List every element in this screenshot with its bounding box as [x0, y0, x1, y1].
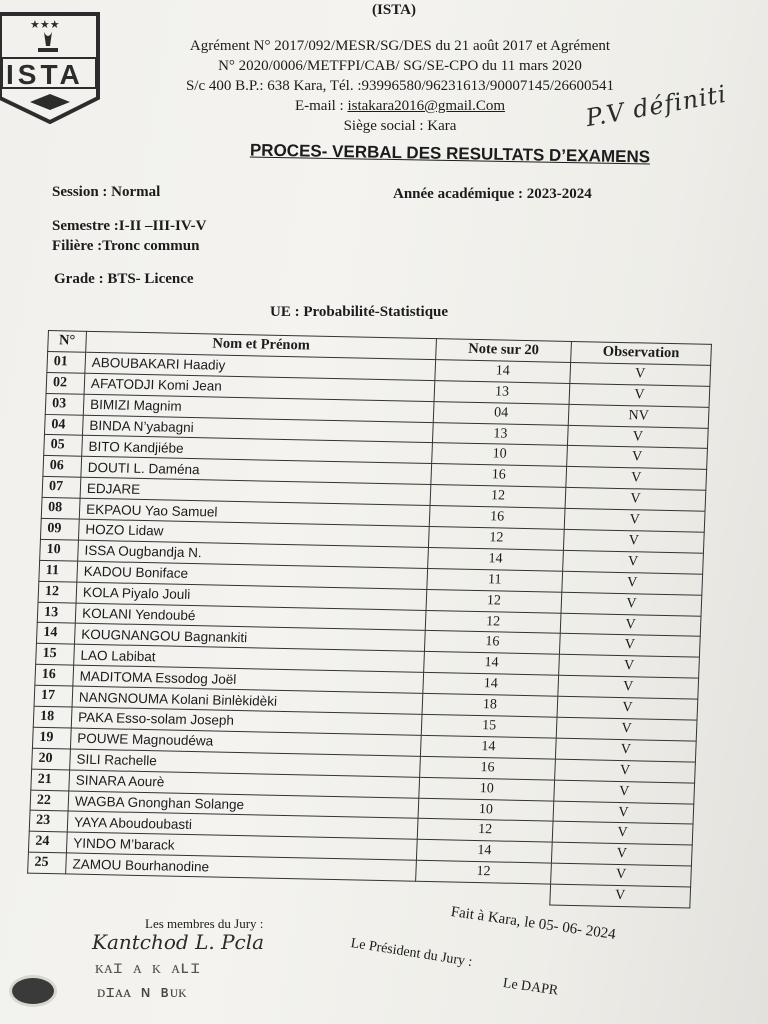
email-link[interactable]: istakara2016@gmail.Com — [347, 98, 506, 114]
student-observation: V — [563, 529, 704, 553]
student-observation: V — [554, 780, 695, 804]
student-note: 10 — [432, 443, 568, 467]
row-num: 09 — [40, 518, 79, 540]
place-date: Fait à Kara, le 05- 06- 2024 — [449, 904, 617, 943]
student-observation: V — [555, 738, 696, 762]
row-num: 01 — [47, 351, 86, 373]
row-num: 19 — [32, 727, 71, 749]
student-observation: V — [557, 696, 698, 720]
row-num: 24 — [28, 832, 67, 854]
student-note: 14 — [416, 840, 552, 864]
row-num: 12 — [38, 581, 77, 603]
student-note: 04 — [433, 401, 569, 425]
student-observation: NV — [568, 404, 709, 428]
row-num: 18 — [33, 706, 72, 728]
student-observation: V — [561, 592, 702, 616]
student-observation: V — [564, 508, 705, 532]
student-note: 13 — [434, 380, 570, 404]
student-observation: V — [552, 822, 693, 846]
student-note: 12 — [428, 527, 564, 551]
student-name: ZAMOU Bourhanodine — [66, 853, 417, 881]
row-num: 21 — [31, 769, 70, 791]
row-num: 10 — [40, 539, 79, 561]
filiere-label: Filière :Tronc commun — [52, 238, 200, 254]
row-num: 11 — [39, 560, 78, 582]
logo-text: ISTA — [6, 59, 84, 90]
student-name: LAO Labibat — [74, 644, 425, 672]
student-observation: V — [560, 613, 701, 637]
jury-signature-2: ᴋᴀɪ ᴀ ᴋ ᴀʟɪ — [95, 958, 201, 978]
row-num: 23 — [29, 811, 68, 833]
student-name: YAYA Aboudoubasti — [67, 811, 418, 839]
student-observation: V — [570, 362, 711, 386]
student-observation: V — [555, 759, 696, 783]
row-num: 08 — [41, 498, 80, 520]
student-name: YINDO M’barack — [66, 832, 417, 860]
student-note: 10 — [419, 777, 555, 801]
student-name: SILI Rachelle — [70, 749, 421, 777]
row-num: 22 — [30, 790, 69, 812]
ista-logo — [0, 6, 100, 124]
student-observation: V — [563, 550, 704, 574]
jury-signature-3: ᴅɪᴀᴀ ɴ ʙᴜᴋ — [97, 982, 187, 1001]
student-name: EKPAOU Yao Samuel — [79, 498, 430, 526]
row-num: 16 — [35, 665, 74, 687]
student-observation: V — [562, 571, 703, 595]
results-table — [26, 330, 712, 909]
student-name: HOZO Lidaw — [78, 519, 429, 547]
agrement-line-1: Agrément N° 2017/092/MESR/SG/DES du 21 août 2017 et Agrément — [189, 38, 611, 54]
session-label: Session : Normal — [52, 184, 161, 200]
student-observation: V — [558, 675, 699, 699]
student-observation: V — [559, 655, 700, 679]
institution-short-name: (ISTA) — [372, 2, 416, 18]
student-name: BINDA N’yabagni — [82, 415, 433, 443]
student-note: 16 — [424, 631, 560, 655]
student-note: 12 — [430, 485, 566, 509]
document-title: PROCES- VERBAL DES RESULTATS D’EXAMENS — [249, 140, 651, 167]
student-name: AFATODJI Komi Jean — [84, 373, 435, 401]
student-observation: V — [551, 842, 692, 866]
svg-text:★★★: ★★★ — [30, 18, 60, 31]
academic-year: Année académique : 2023-2024 — [393, 186, 592, 202]
row-num: 07 — [42, 477, 81, 499]
jury-signature-1: Kantchod L. Pcla — [92, 930, 265, 954]
email-label: E-mail : — [294, 98, 348, 114]
student-note: 16 — [420, 756, 556, 780]
student-name: SINARA Aourè — [69, 770, 420, 798]
ue-title: UE : Probabilité-Statistique — [270, 304, 449, 320]
student-note: 16 — [431, 464, 567, 488]
student-name: KOLA Piyalo Jouli — [76, 582, 427, 610]
student-name: EDJARE — [80, 477, 431, 505]
semester-label: Semestre :I-II –III-IV-V — [52, 218, 207, 234]
grade-label: Grade : BTS- Licence — [54, 271, 194, 287]
agrement-line-2: N° 2020/0006/METFPI/CAB/ SG/SE-CPO du 11 mars 2020 — [218, 58, 582, 74]
student-name: KOUGNANGOU Bagnankiti — [74, 624, 425, 652]
row-num: 14 — [36, 623, 75, 645]
student-note: 16 — [429, 506, 565, 530]
student-note: 14 — [424, 652, 560, 676]
student-observation: V — [567, 425, 708, 449]
student-note: 15 — [421, 714, 557, 738]
student-observation: V — [551, 863, 692, 887]
student-note: 10 — [418, 798, 554, 822]
siege-line: Siège social : Kara — [343, 118, 457, 134]
student-observation: V — [553, 801, 694, 825]
row-num: 03 — [45, 393, 84, 415]
student-note: 14 — [420, 735, 556, 759]
header-num: N° — [48, 331, 87, 353]
student-observation: V — [569, 383, 710, 407]
row-num: 04 — [44, 414, 83, 436]
row-num: 17 — [34, 685, 73, 707]
row-num: 25 — [28, 852, 67, 874]
empty-cell — [27, 873, 66, 895]
student-observation: V — [559, 634, 700, 658]
address-phone-line: S/c 400 B.P.: 638 Kara, Tél. :93996580/96231613/90007145/26600541 — [185, 78, 615, 94]
empty-cell — [415, 881, 551, 905]
handwritten-note: P.V définiti — [583, 79, 729, 133]
header-name: Nom et Prénom — [86, 331, 437, 359]
student-name: ISSA Ougbandja N. — [78, 540, 429, 568]
student-note: 14 — [423, 673, 559, 697]
student-name: BIMIZI Magnim — [83, 394, 434, 422]
row-num: 02 — [46, 372, 85, 394]
student-name: DOUTI L. Daména — [81, 457, 432, 485]
student-observation: V — [556, 717, 697, 741]
student-name: WAGBA Gnonghan Solange — [68, 791, 419, 819]
student-note: 14 — [428, 547, 564, 571]
header-observation: Observation — [571, 341, 712, 365]
student-note: 18 — [422, 694, 558, 718]
student-name: POUWE Magnoudéwa — [70, 728, 421, 756]
student-note: 13 — [432, 422, 568, 446]
student-name: ABOUBAKARI Haadiy — [85, 352, 436, 380]
jury-president-label: Le Président du Jury : — [349, 936, 474, 971]
extra-observation: V — [550, 884, 691, 908]
row-num: 13 — [37, 602, 76, 624]
table-body — [27, 351, 711, 908]
student-note: 12 — [426, 589, 562, 613]
jury-members-label: Les membres du Jury : — [145, 916, 264, 931]
student-note: 12 — [417, 819, 553, 843]
student-observation: V — [565, 488, 706, 512]
row-num: 06 — [43, 456, 82, 478]
student-name: BITO Kandjiébe — [82, 436, 433, 464]
student-observation: V — [567, 446, 708, 470]
row-num: 20 — [32, 748, 71, 770]
header-note: Note sur 20 — [436, 339, 572, 363]
student-name: KADOU Boniface — [77, 561, 428, 589]
student-name: MADITOMA Essodog Joël — [73, 665, 424, 693]
student-note: 12 — [425, 610, 561, 634]
student-name: NANGNOUMA Kolani Binlèkidèki — [72, 686, 423, 714]
row-num: 15 — [36, 644, 75, 666]
student-note: 14 — [435, 360, 571, 384]
student-note: 11 — [427, 568, 563, 592]
student-note: 12 — [416, 861, 552, 885]
row-num: 05 — [44, 435, 83, 457]
student-name: KOLANI Yendoubé — [75, 603, 426, 631]
student-observation: V — [566, 467, 707, 491]
student-name: PAKA Esso-solam Joseph — [71, 707, 422, 735]
punch-hole — [12, 978, 54, 1004]
dapr-label: Le DAPR — [501, 976, 560, 999]
